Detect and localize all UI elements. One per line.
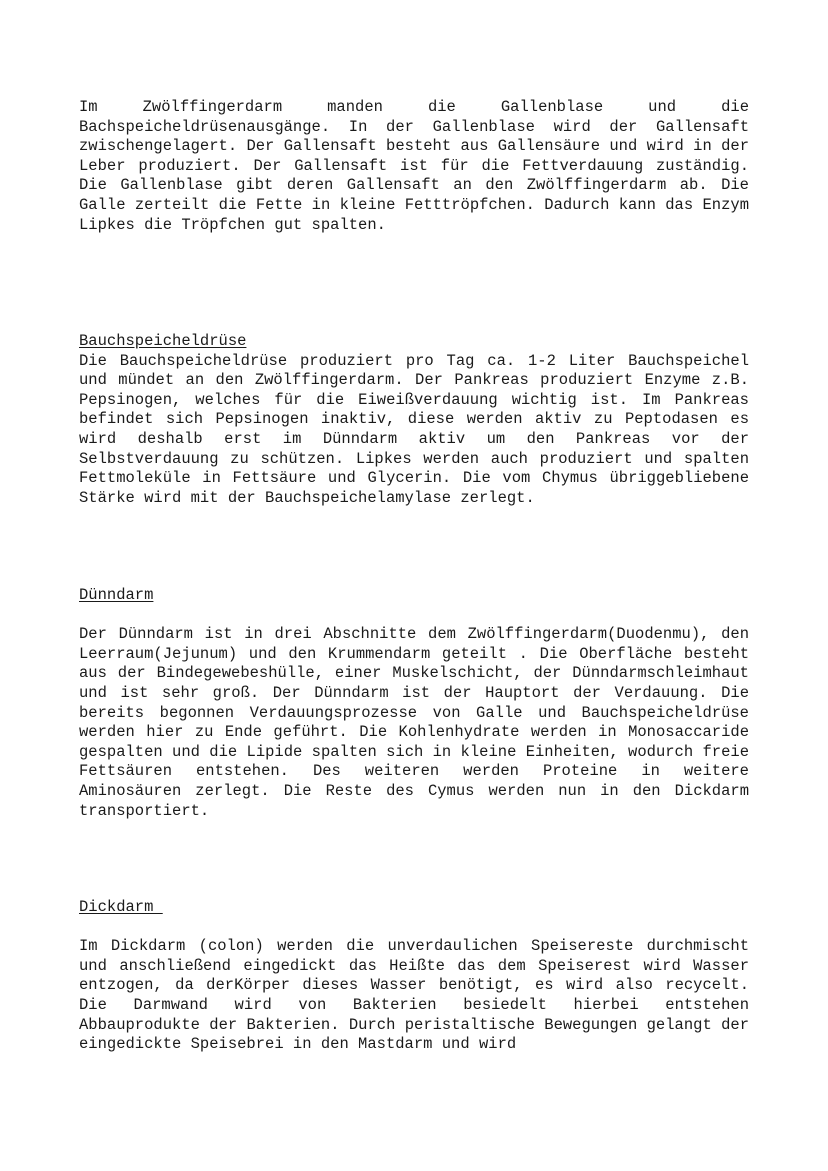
paragraph-dickdarm: Im Dickdarm (colon) werden die unverdaulichen Speisereste durchmischt und anschließend eingedickt das Heißte das dem Speiserest wird Wasser entzogen, da derKörper dieses Wasser benötigt, es wird also recycelt. Die Darmwand wird von Bakterien besiedelt hierbei entstehen Abbauprodukte der Bakterien. Durch peristaltische Bewegungen gelangt der eingedickte Speisebrei in den Mastdarm und wird xyxy=(79,937,749,1054)
paragraph-duenndarm: Der Dünndarm ist in drei Abschnitte dem Zwölffingerdarm(Duodenmu), den Leerraum(Jejunum) und den Krummendarm geteilt . Die Oberfläche besteht aus der Bindegewebeshülle, einer Muskelschicht, der Dünndarmschleimhaut und ist sehr groß. Der Dünndarm ist der Hauptort der Verdauung. Die bereits begonnen Verdauungsprozesse von Galle und Bauchspeicheldrüse werden hier zu Ende geführt. Die Kohlenhydrate werden in Monosaccaride gespalten und die Lipide spalten sich in kleine Einheiten, wodurch freie Fettsäuren entstehen. Des weiteren werden Proteine in weitere Aminosäuren zerlegt. Die Reste des Cymus werden nun in den Dickdarm transportiert. xyxy=(79,625,749,820)
paragraph-bauchspeicheldruese: Die Bauchspeicheldrüse produziert pro Tag ca. 1-2 Liter Bauchspeichel und mündet an den Zwölffingerdarm. Der Pankreas produziert Enzyme z.B. Pepsinogen, welches für die Eiweißverdauung wichtig ist. Im Pankreas befindet sich Pepsinogen inaktiv, diese werden aktiv zu Peptodasen es wird deshalb erst im Dünndarm aktiv um den Pankreas vor der Selbstverdauung zu schützen. Lipkes werden auch produziert und spalten Fettmoleküle in Fettsäure und Glycerin. Die vom Chymus übriggebliebene Stärke wird mit der Bauchspeichelamylase zerlegt. xyxy=(79,351,749,507)
paragraph-intro: Im Zwölffingerdarm manden die Gallenblase und die Bachspeicheldrüsenausgänge. In der Gallenblase wird der Gallensaft zwischengelagert. Der Gallensaft besteht aus Gallensäure und wird in der Leber produziert. Der Gallensaft ist für die Fettverdauung zuständig. Die Gallenblase gibt deren Gallensaft an den Zwölffingerdarm ab. Die Galle zerteilt die Fette in kleine Fetttröpfchen. Dadurch kann das Enzym Lipkes die Tröpfchen gut spalten. xyxy=(79,98,749,234)
section-intro xyxy=(79,98,749,235)
heading-dickdarm: Dickdarm xyxy=(79,898,163,916)
section-dickdarm xyxy=(79,898,749,1055)
heading-bauchspeicheldruese: Bauchspeicheldrüse xyxy=(79,332,247,350)
heading-duenndarm: Dünndarm xyxy=(79,586,154,604)
section-duenndarm xyxy=(79,586,749,821)
spacer xyxy=(79,918,749,938)
section-bauchspeicheldruese xyxy=(79,332,749,508)
spacer xyxy=(79,606,749,626)
